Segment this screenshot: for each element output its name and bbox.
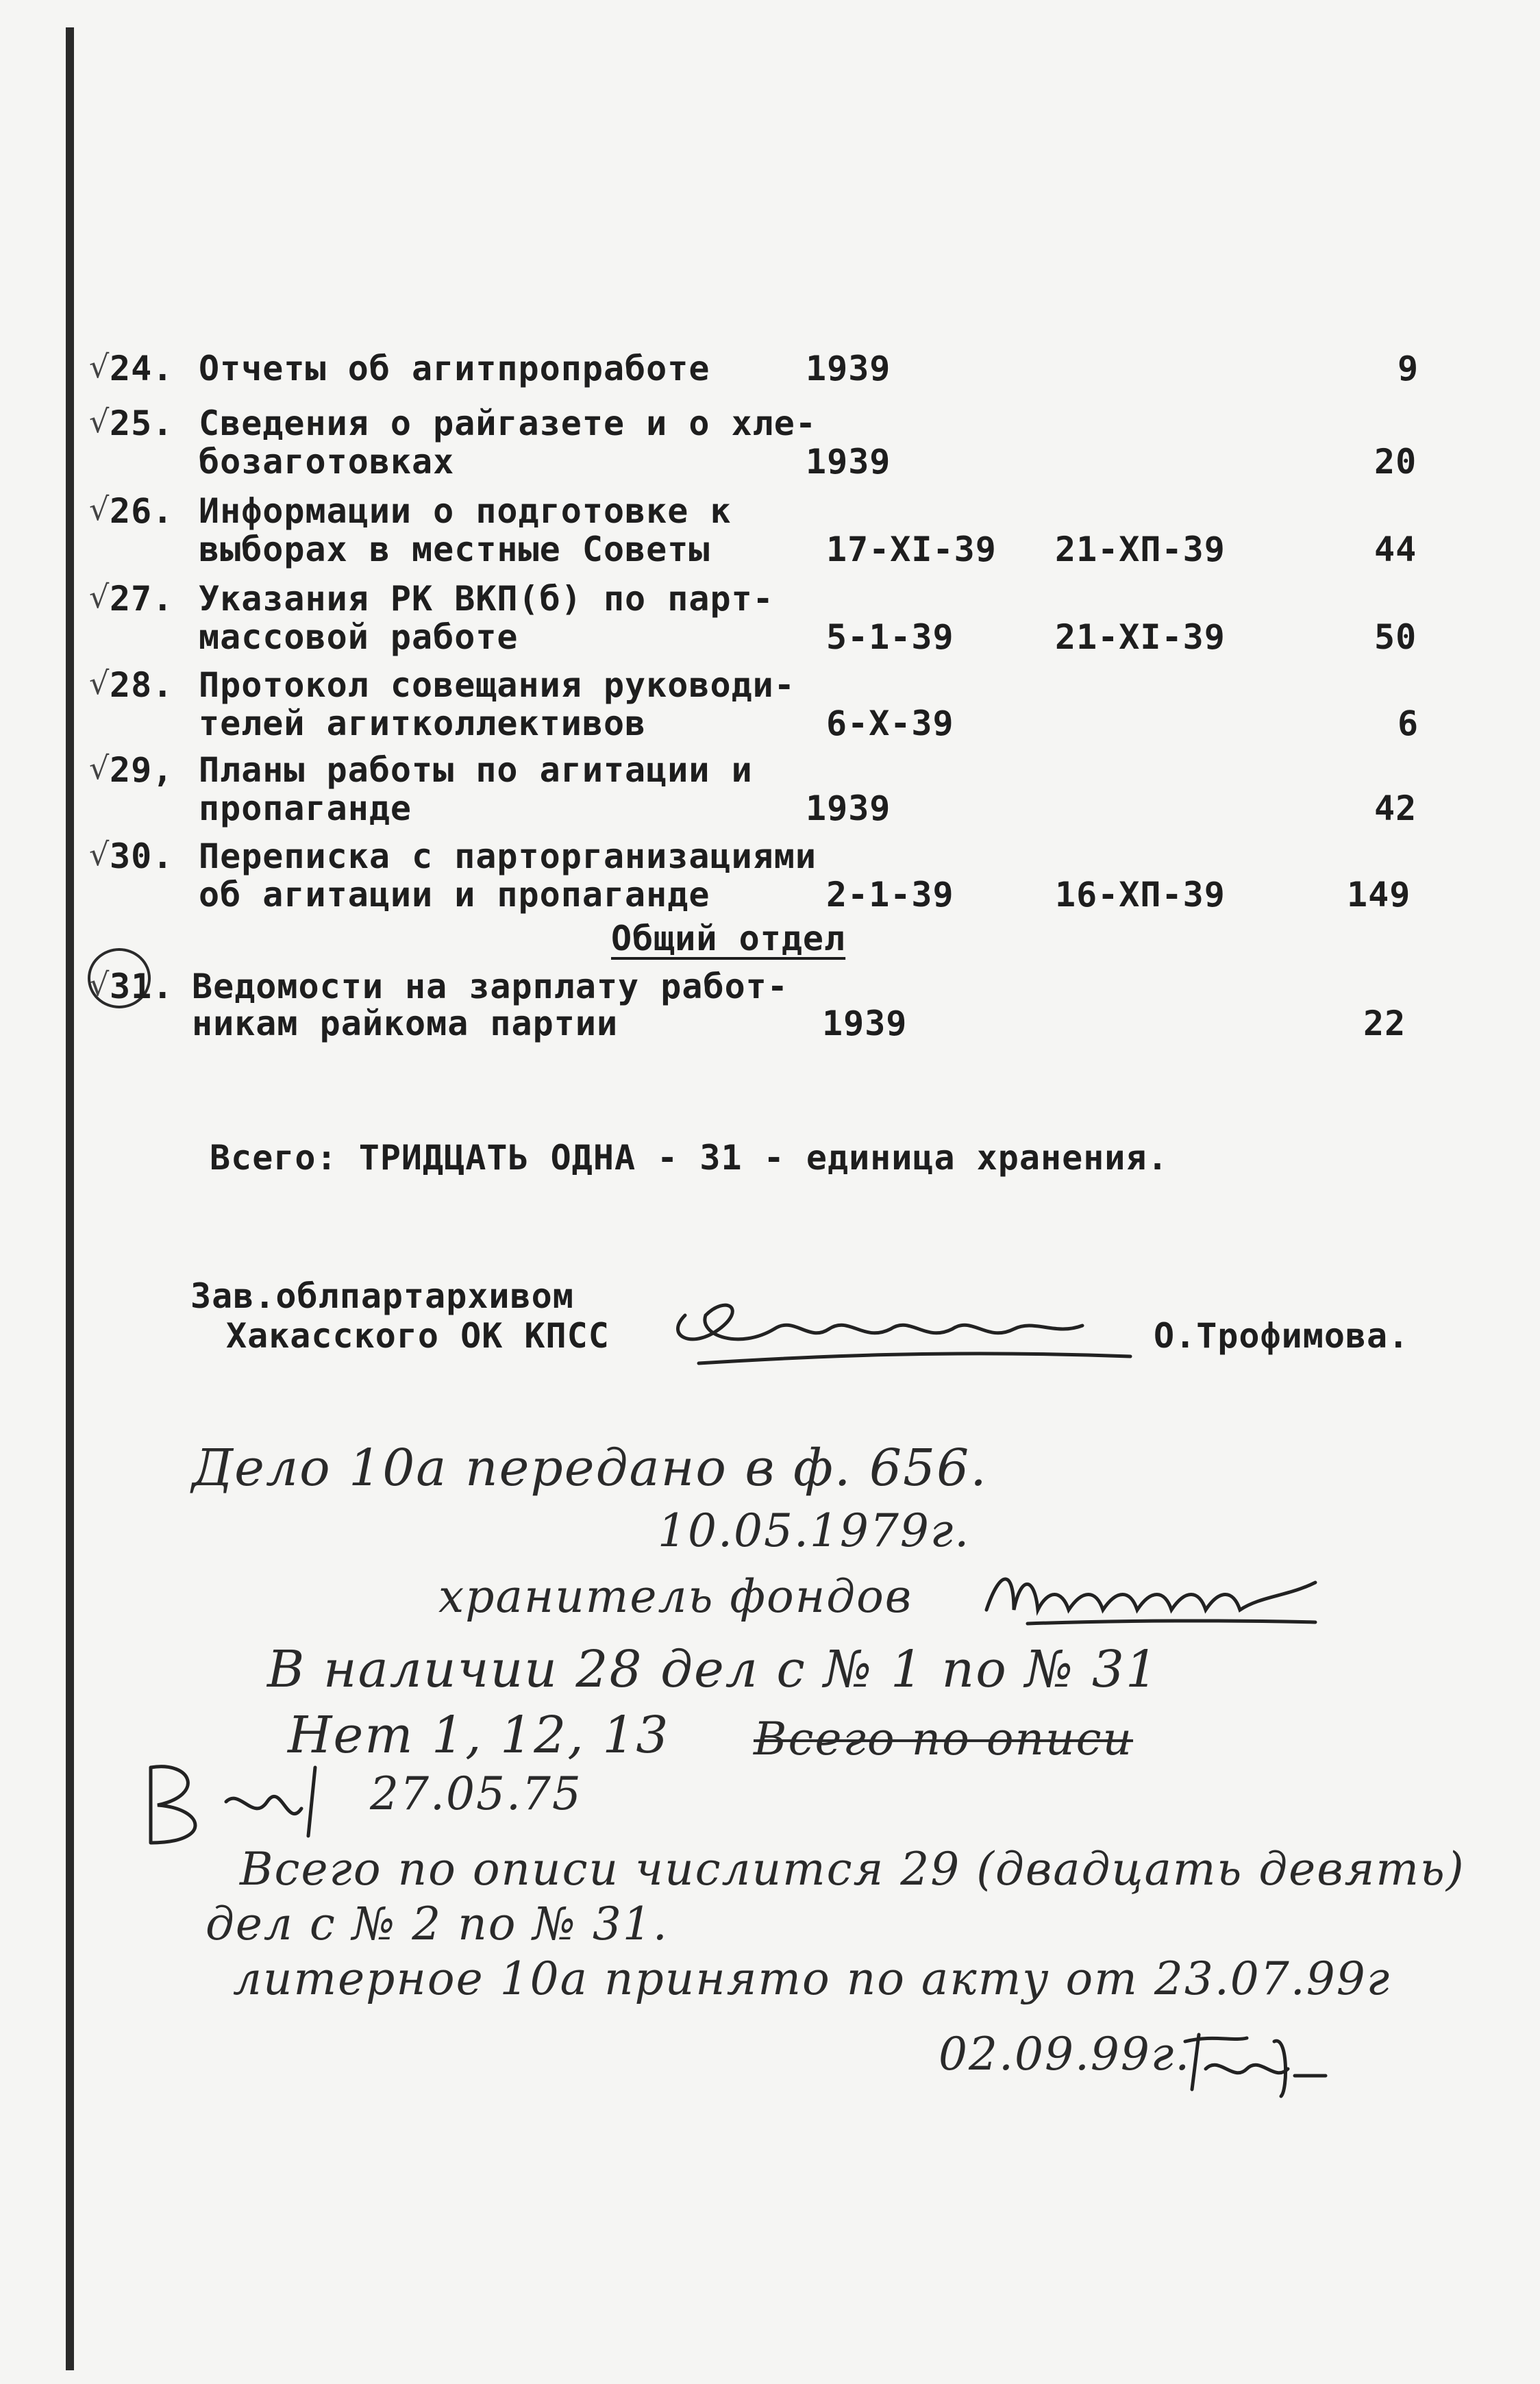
margin-line: [66, 27, 74, 2370]
item-date-to: 21-XI-39: [1055, 617, 1226, 657]
item-date-from: 1939: [806, 349, 891, 388]
item-count: 149: [1347, 875, 1411, 915]
item-title-line: бозаготовках: [199, 442, 455, 482]
check-mark: √: [89, 578, 110, 615]
item-date-from: 1939: [822, 1004, 908, 1043]
check-mark: √: [89, 491, 110, 527]
item-title-line: Ведомости на зарплату работ-: [192, 967, 788, 1006]
note-missing: Нет 1, 12, 13: [288, 1706, 670, 1765]
note-range: дел с № 2 по № 31.: [206, 1898, 669, 1950]
item-number: 27.: [110, 579, 174, 619]
note-date3: 02.09.99г.: [939, 2028, 1191, 2081]
signature-trofimova: [658, 1274, 1137, 1384]
item-title-line: выборах в местные Советы: [199, 530, 710, 569]
item-date-from: 1939: [806, 789, 891, 828]
item-date-from: 2-1-39: [826, 875, 954, 915]
item-title-line: Информации о подготовке к: [199, 491, 732, 531]
item-title-line: Сведения о райгазете и о хле-: [199, 403, 817, 443]
check-mark: √: [89, 665, 110, 701]
section-heading: Общий отдел: [611, 919, 846, 958]
signature-keeper: [973, 1555, 1329, 1637]
note-date2: 27.05.75: [370, 1767, 582, 1820]
item-title-line: Протокол совещания руководи-: [199, 665, 795, 705]
signature-final: [1171, 2014, 1336, 2110]
note-keeper: хранитель фондов: [438, 1570, 913, 1623]
item-count: 22: [1363, 1004, 1406, 1043]
item-count: 20: [1374, 442, 1417, 482]
item-title-line: массовой работе: [199, 617, 519, 657]
item-number: 28.: [110, 665, 174, 705]
item-number: 31.: [110, 967, 174, 1006]
item-number: 30.: [110, 836, 174, 876]
item-date-to: 21-XП-39: [1055, 530, 1226, 569]
note-transfer: Дело 10а передано в ф. 656.: [192, 1439, 988, 1498]
item-count: 6: [1398, 704, 1419, 743]
signer-name: О.Трофимова.: [1154, 1316, 1410, 1356]
item-number: 26.: [110, 491, 174, 531]
note-total: Всего по описи числится 29 (двадцать девять): [240, 1843, 1465, 1896]
item-title-line: Отчеты об агитпропработе: [199, 349, 710, 388]
check-mark: √: [89, 348, 110, 385]
item-date-from: 5-1-39: [826, 617, 954, 657]
item-count: 42: [1374, 789, 1417, 828]
check-mark: √: [89, 403, 110, 440]
note-date: 10.05.1979г.: [658, 1504, 971, 1557]
item-count: 44: [1374, 530, 1417, 569]
item-count: 9: [1398, 349, 1419, 388]
check-mark: √: [89, 836, 110, 873]
item-date-from: 1939: [806, 442, 891, 482]
note-lettered: литерное 10а принято по акту от 23.07.99г: [233, 1952, 1391, 2005]
item-title-line: об агитации и пропаганде: [199, 875, 710, 915]
item-date-to: 16-XП-39: [1055, 875, 1226, 915]
item-date-from: 6-X-39: [826, 704, 954, 743]
note-struck: Всего по описи: [754, 1713, 1134, 1765]
item-count: 50: [1374, 617, 1417, 657]
item-title-line: пропаганде: [199, 789, 412, 828]
total-line: Всего: ТРИДЦАТЬ ОДНА - 31 - единица хранения.: [210, 1138, 1169, 1178]
check-mark: √: [89, 966, 110, 1003]
item-date-from: 17-XI-39: [826, 530, 997, 569]
item-title-line: телей агитколлективов: [199, 704, 647, 743]
check-mark: √: [89, 749, 110, 786]
signer-role: Зав.облпартархивом: [190, 1276, 574, 1316]
note-availability: В наличии 28 дел с № 1 по № 31: [267, 1640, 1159, 1699]
item-title-line: Указания РК ВКП(б) по парт-: [199, 579, 774, 619]
item-number: 24.: [110, 349, 174, 388]
item-title-line: Переписка с парторганизациями: [199, 836, 817, 876]
item-number: 29,: [110, 750, 174, 790]
item-number: 25.: [110, 403, 174, 443]
item-title-line: Планы работы по агитации и: [199, 750, 753, 790]
signer-organization: Хакасского ОК КПСС: [226, 1316, 610, 1356]
item-title-line: никам райкома партии: [192, 1004, 619, 1043]
